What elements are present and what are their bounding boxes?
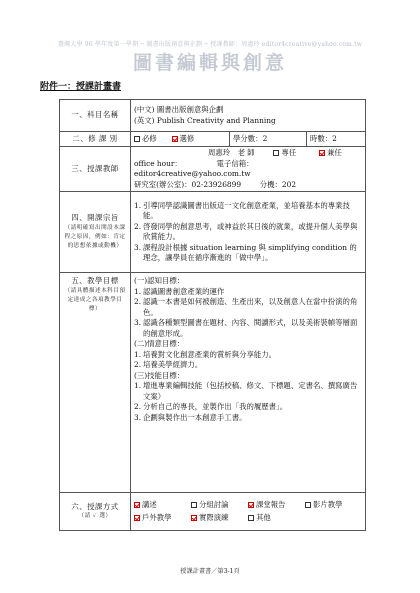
teacher-cell	[131, 147, 366, 192]
goal-item: 3. 認識各種類型圖書在題材、內容、閱讀形式，以及美術裝幀等層面的創意形成。	[134, 318, 358, 338]
goal-item: 1. 增進專業編輯技能（包括校稿、修文、下標題、定書名、撰寫廣告文案）	[134, 381, 358, 401]
row-purpose	[60, 192, 366, 273]
goal-item: 2. 分析自己的專長，並製作出「我的履歷書」。	[134, 402, 288, 411]
label-methods-cell	[60, 493, 131, 531]
row-category	[60, 132, 366, 147]
method-label: 講述	[142, 500, 157, 509]
method-option[interactable]	[134, 513, 191, 524]
label-course-name: 一、科目名稱	[60, 100, 131, 132]
goal-item: 3. 企劃與製作出一本創意手工書。	[134, 412, 247, 422]
row-goals	[60, 273, 366, 493]
goals-skill-title: (三)技能目標：	[134, 370, 185, 380]
method-label: 實際演練	[199, 512, 229, 522]
method-checkbox[interactable]	[305, 502, 311, 508]
method-checkbox[interactable]	[134, 502, 140, 508]
course-name-zh: (中文) 圖書出版創意與企劃	[134, 105, 224, 114]
checkbox-parttime[interactable]	[319, 150, 325, 156]
row-teacher	[60, 147, 366, 192]
method-checkbox[interactable]	[248, 502, 254, 508]
method-option[interactable]	[191, 500, 248, 511]
label-teacher: 三、授課教師	[60, 147, 131, 192]
goals-content	[131, 273, 366, 493]
purpose-item: 2. 啓發同學的創意思考，或神益於其日後的就業，或提升個人美學與欣賞能力。	[134, 221, 358, 241]
course-name-cell	[131, 100, 366, 132]
option-fulltime: 專任	[281, 148, 297, 157]
goal-item: 1. 培養對文化創意產業的賞析與分享能力。	[134, 349, 277, 359]
method-option[interactable]	[305, 500, 362, 511]
page-header	[0, 40, 420, 74]
checkbox-fulltime[interactable]	[273, 150, 279, 156]
goals-cognitive-title: (一)認知目標：	[134, 276, 185, 285]
course-name-en: (英文) Publish Creativity and Planning	[134, 115, 276, 125]
teacher-email: 電子信箱：editor4creative@yahoo.com.tw	[134, 158, 254, 178]
option-parttime: 兼任	[326, 148, 342, 157]
option-required: 必修	[142, 133, 157, 143]
methods-options	[131, 493, 366, 531]
method-label: 戶外教學	[142, 512, 172, 522]
teacher-extension: 分機：202	[259, 179, 297, 189]
checkbox-elective[interactable]	[172, 136, 178, 142]
method-label: 課堂報告	[256, 500, 286, 509]
option-elective: 選修	[179, 133, 195, 143]
goal-item: 1. 認識圖書創意產業的運作	[134, 286, 225, 296]
method-option[interactable]	[191, 513, 248, 524]
method-checkbox[interactable]	[248, 515, 254, 521]
method-checkbox[interactable]	[191, 502, 197, 508]
method-label: 其他	[256, 512, 271, 522]
purpose-item: 3. 課程設計根據 situation learning 與 simplifying condition 的理念，讓學員在循序漸進的「做中學」。	[134, 242, 357, 262]
purpose-note: （請明確寫出開設本課程之原因，例如：肯定的思想依據或動機）	[64, 224, 126, 249]
course-plan-table	[59, 99, 366, 531]
label-purpose-cell	[60, 192, 131, 273]
label-category: 二、修 課 別	[60, 132, 131, 147]
hours-cell: 時數：2	[307, 132, 366, 147]
office-hour: office hour：	[134, 158, 182, 168]
purpose-content	[131, 192, 366, 273]
goal-item: 2. 認識一本書是如何被創造、生產出來，以及創意人在當中扮演的角色。	[134, 297, 358, 317]
method-label: 影片教學	[313, 500, 343, 509]
label-goals-cell	[60, 273, 131, 493]
teacher-office-phone: 研究室(辦公室)：02-23926899	[134, 179, 242, 189]
method-label: 分組討論	[199, 500, 229, 509]
credits-cell: 學分數：2	[230, 132, 307, 147]
category-options	[131, 132, 230, 147]
row-methods	[60, 493, 366, 531]
label-methods: 六、授課方式	[71, 501, 119, 511]
row-course-name	[60, 100, 366, 132]
method-checkbox[interactable]	[134, 515, 140, 521]
purpose-item: 1. 引導同學認識圖書出版這一文化創意產業，並培養基本的專業技能。	[134, 200, 350, 220]
header-subtitle: 臺灣大學 96 學年度第一學期 ─ 圖書出版創意與企劃 ─ 授課教師：周惠玲 editor4creative@yahoo.com.tw	[57, 41, 363, 48]
methods-note: （請 ✓ 選）	[78, 513, 112, 520]
goals-note: （請具體描述本科目預定達成之各項教學目標）	[64, 287, 126, 312]
methods-row	[134, 513, 362, 524]
label-purpose: 四、開課宗旨	[71, 213, 119, 223]
method-option[interactable]	[248, 513, 305, 524]
methods-row	[134, 500, 362, 511]
attachment-title: 附件一：授課計畫書	[40, 82, 122, 92]
method-checkbox[interactable]	[191, 515, 197, 521]
page-footer: 授課計畫書／第3-1頁	[180, 568, 240, 575]
goal-item: 2. 培養美學經濟力。	[134, 360, 203, 369]
teacher-name: 周惠玲 老 師	[208, 148, 255, 157]
checkbox-required[interactable]	[134, 136, 140, 142]
label-goals: 五、教學目標	[71, 276, 119, 285]
method-option[interactable]	[248, 500, 305, 511]
method-option[interactable]	[134, 500, 191, 511]
goals-affective-title: (二)情意目標：	[134, 339, 185, 348]
header-title: 圖書編輯與創意	[132, 52, 287, 74]
